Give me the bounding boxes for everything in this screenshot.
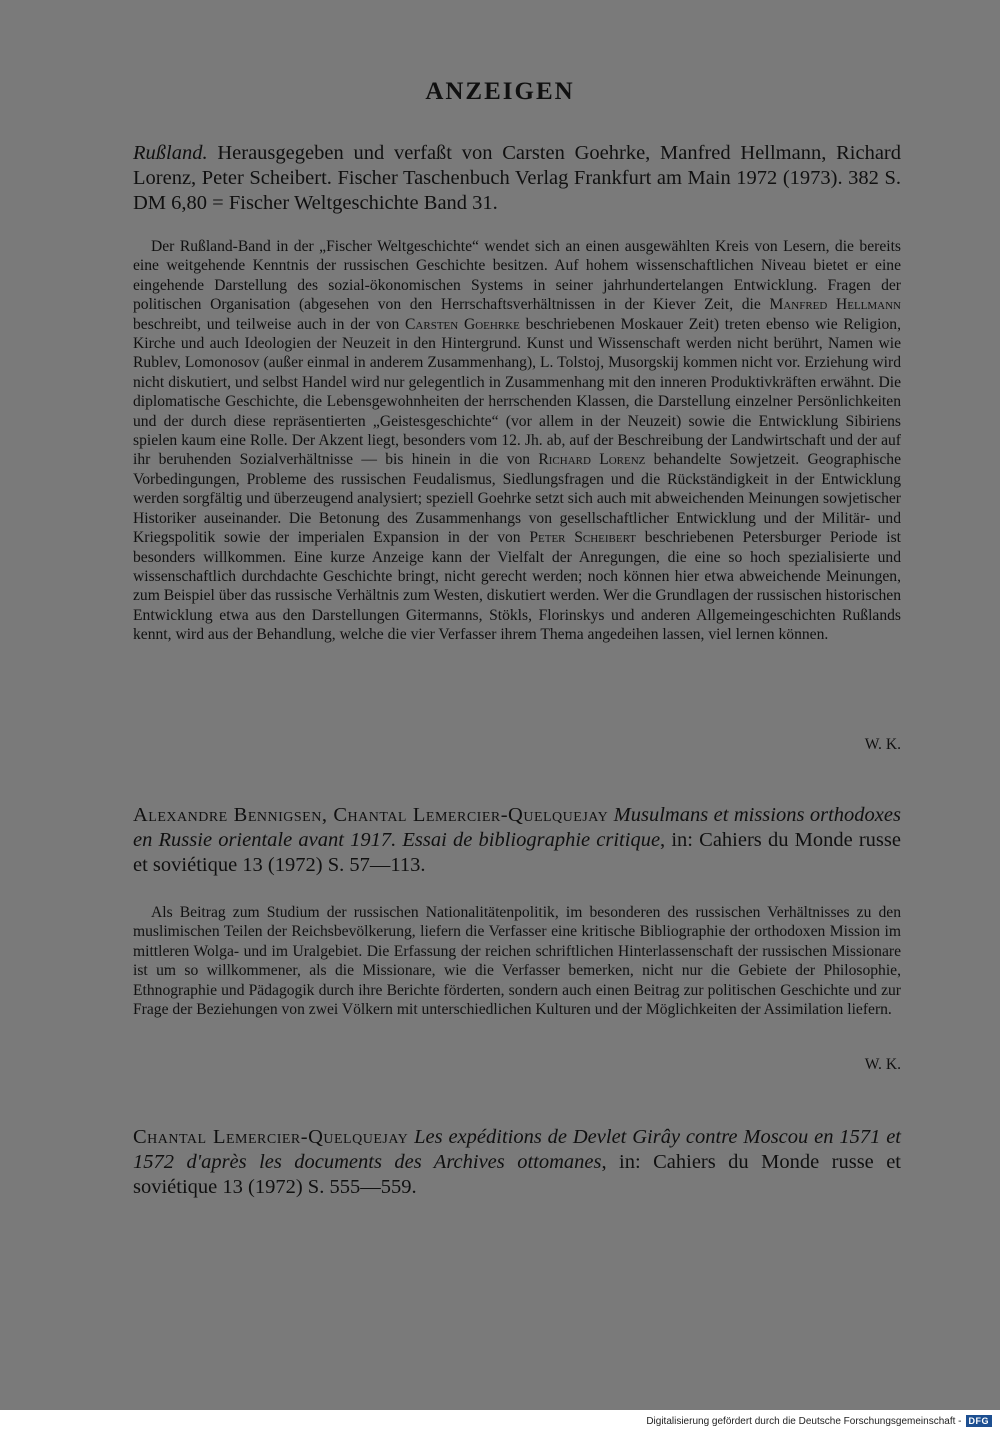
entry-authors: Chantal Lemercier-Quelquejay [133, 1126, 409, 1148]
digitization-footer [646, 1413, 992, 1429]
entry-citation: , in: Cahiers du Monde russe et soviétique 13 (1972) S. 555—559. [133, 1151, 901, 1198]
review-text-2: Als Beitrag zum Studium der russischen Nationalitätenpolitik, im besonderen des russischen Verhältnisses zu den muslimischen Teilen der Reichsbevölkerung, liefern die Verfasser eine kritische Bibliographie der orthodoxen Mission im mittleren Wolga- und im Uralgebiet. Die Erfassung der reichen schriftlichen Hinterlassenschaft der russischen Missionare ist um so willkommener, als die Missionare, wie die Verfasser bemerken, nicht nur die Gebiete der Philosophie, Ethnographie und Pädagogik durch ihre Berichte förderten, sondern auch einen Beitrag zur politischen Geschichte und zur Frage der Beziehungen von zwei Völkern mit unterschiedlichen Kulturen und der Möglichkeiten der Assimilation liefern. [133, 904, 901, 1019]
entry-title: Rußland. [133, 142, 208, 164]
review-signature-2: W. K. [864, 1056, 901, 1073]
bibliographic-entry-2 [133, 803, 901, 878]
footer-text: Digitalisierung gefördert durch die Deutsche Forschungsgemeinschaft - [646, 1415, 962, 1427]
review-signature-1: W. K. [864, 736, 901, 753]
author-name: Peter Scheibert [529, 529, 637, 547]
entry-title: Musulmans et missions orthodoxes en Russie orientale avant 1917. Essai de bibliographie critique [133, 804, 901, 851]
author-name: Carsten Goehrke [405, 315, 520, 333]
entry-title: Les expéditions de Devlet Girây contre Moscou en 1571 et 1572 d'après les documents des Archives ottomanes [133, 1126, 901, 1173]
bibliographic-entry-1 [133, 141, 901, 216]
entry-citation: , in: Cahiers du Monde russe et soviétique 13 (1972) S. 57—113. [133, 829, 901, 876]
page-heading: ANZEIGEN [425, 78, 575, 105]
entry-citation: Herausgegeben und verfaßt von Carsten Goehrke, Manfred Hellmann, Richard Lorenz, Peter Scheibert. Fischer Taschenbuch Verlag Frankfurt am Main 1972 (1973). 382 S. DM 6,80 = Fischer Weltgeschichte Band 31. [133, 142, 901, 214]
entry-authors: Alexandre Bennigsen, Chantal Lemercier-Quelquejay [133, 804, 609, 826]
author-name: Manfred Hellmann [769, 296, 901, 314]
dfg-logo-icon: DFG [966, 1415, 993, 1427]
author-name: Richard Lorenz [538, 451, 646, 469]
review-text-1: Der Rußland-Band in der „Fischer Weltgeschichte“ wendet sich an einen ausgewählten Kreis von Lesern, die bereits eine weitgehende Kenntnis der russischen Geschichte besitzen. Auf hohem wissenschaftlichen Niveau bietet er eine eingehende Darstellung des sozial-ökonomischen Systems in seiner jahrhundertelangen Entwicklung. Fragen der politischen Organisation (abgesehen von den Herrschaftsverhältnissen in der Kiever Zeit, die Manfred Hellmann beschreibt, und teilweise auch in der von Carsten Goehrke beschriebenen Moskauer Zeit) treten ebenso wie Religion, Kirche und auch Ideologien der Neuzeit in den Hintergrund. Kunst und Wissenschaft werden nicht berührt, Namen wie Rublev, Lomonosov (außer einmal in anderem Zusammenhang), L. Tolstoj, Musorgskij kommen nicht vor. Erziehung wird nicht diskutiert, und selbst Handel wird nur gelegentlich in Zusammenhang mit den inneren Produktivkräften erwähnt. Die diplomatische Geschichte, die Lebensgewohnheiten der herrschenden Klassen, die Darstellung einzelner Persönlichkeiten und der durch diese repräsentierten „Geistesgeschichte“ (vor allem in der Neuzeit) sowie die Entwicklung Sibiriens spielen kaum eine Rolle. Der Akzent liegt, besonders vom 12. Jh. ab, auf der Beschreibung der Landwirtschaft und der auf ihr beruhenden Sozialverhältnisse — bis hinein in die von Richard Lorenz behandelte Sowjetzeit. Geographische Vorbedingungen, Probleme des russischen Feudalismus, Siedlungsfragen und die Rückständigkeit in der Entwicklung werden sorgfältig und überzeugend analysiert; speziell Goehrke setzt sich auch mit abweichenden Meinungen sowjetischer Historiker auseinander. Die Betonung des Zusammenhangs von gesellschaftlicher Entwicklung und der Militär- und Kriegspolitik sowie der imperialen Expansion in der von Peter Scheibert beschriebenen Petersburger Periode ist besonders willkommen. Eine kurze Anzeige kann der Vielfalt der Anregungen, die eine so hoch spezialisierte und wissenschaftlich durchdachte Geschichte bringt, nicht gerecht werden; noch können hier etwa abweichende Meinungen, zum Beispiel über das russische Verhältnis zum Westen, diskutiert werden. Wer die Grundlagen der russischen historischen Entwicklung etwa aus den Darstellungen Gitermanns, Stökls, Florinskys und anderen Allgemeingeschichten Rußlands kennt, wird aus der Behandlung, welche die vier Verfasser ihrem Thema angedeihen lassen, viel lernen können. [133, 238, 902, 644]
bibliographic-entry-3 [133, 1125, 901, 1200]
